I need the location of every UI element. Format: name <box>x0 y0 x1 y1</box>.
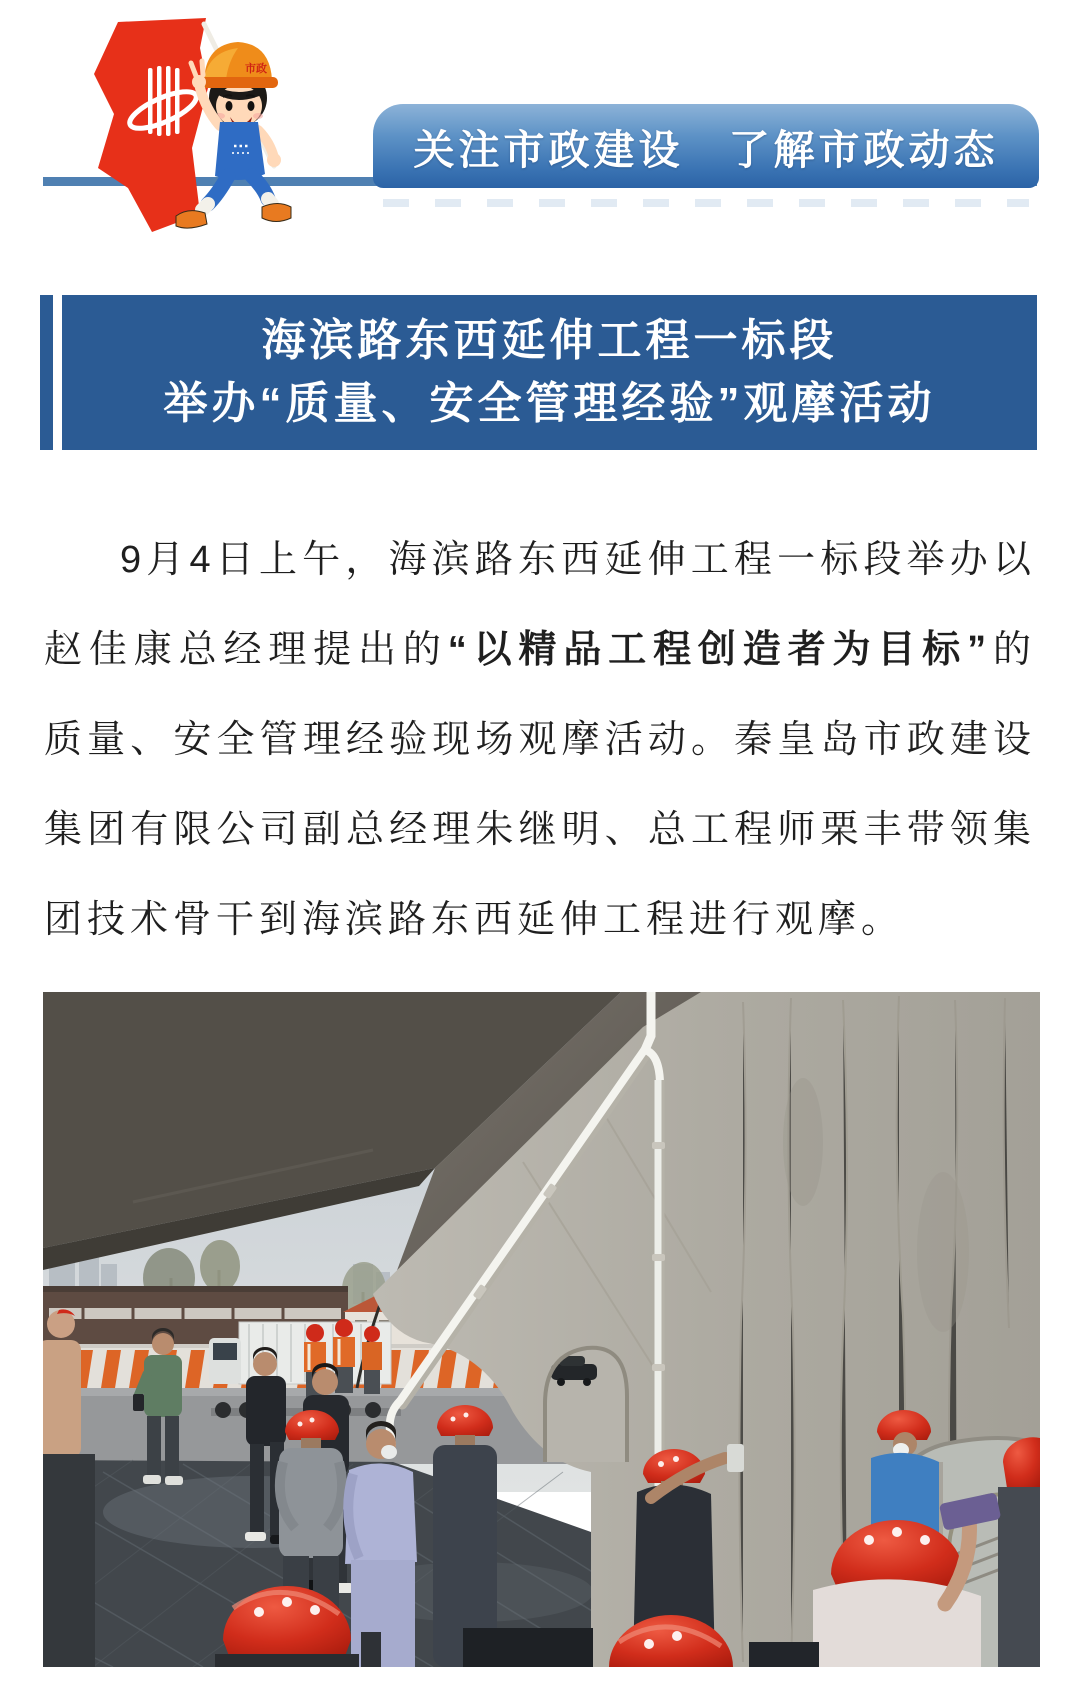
header-slogan-text: 关注市政建设 了解市政动态 <box>413 126 999 173</box>
article-paragraph <box>44 515 1036 965</box>
mascot-flag <box>94 18 208 232</box>
title-accent-bar <box>40 295 53 450</box>
article-photo[interactable] <box>43 992 1040 1667</box>
paragraph-emphasis: “以精品工程创造者为目标” <box>447 629 992 671</box>
mascot-shoe <box>176 211 207 228</box>
helmet-text: 市政 <box>245 63 267 75</box>
mascot-shoe <box>262 204 291 222</box>
header-slogan-banner <box>373 104 1039 188</box>
paragraph-rest: 的质量、安全管理经验现场观摩活动。秦皇岛市政建设集团有限公司副总经理朱继明、总工程师栗丰带领集团技术骨干到海滨路东西延伸工程进行观摩。 <box>44 629 1036 941</box>
article-title-block <box>62 295 1037 450</box>
photo-scene <box>43 992 1040 1667</box>
silhouette <box>749 1642 819 1667</box>
paragraph-lead: 9月4日上午，海滨路东西延伸工程一标段举办以赵佳康总经理提出的 <box>44 539 1036 671</box>
article-title-line1: 海滨路东西延伸工程一标段 <box>261 316 838 366</box>
left-arch-opening <box>545 1348 627 1462</box>
article-title-line2: 举办“质量、安全管理经验”观摩活动 <box>163 378 936 428</box>
silhouette <box>463 1628 593 1667</box>
banner-ghost-artifact <box>383 199 1029 207</box>
mascot-logo <box>88 18 304 250</box>
